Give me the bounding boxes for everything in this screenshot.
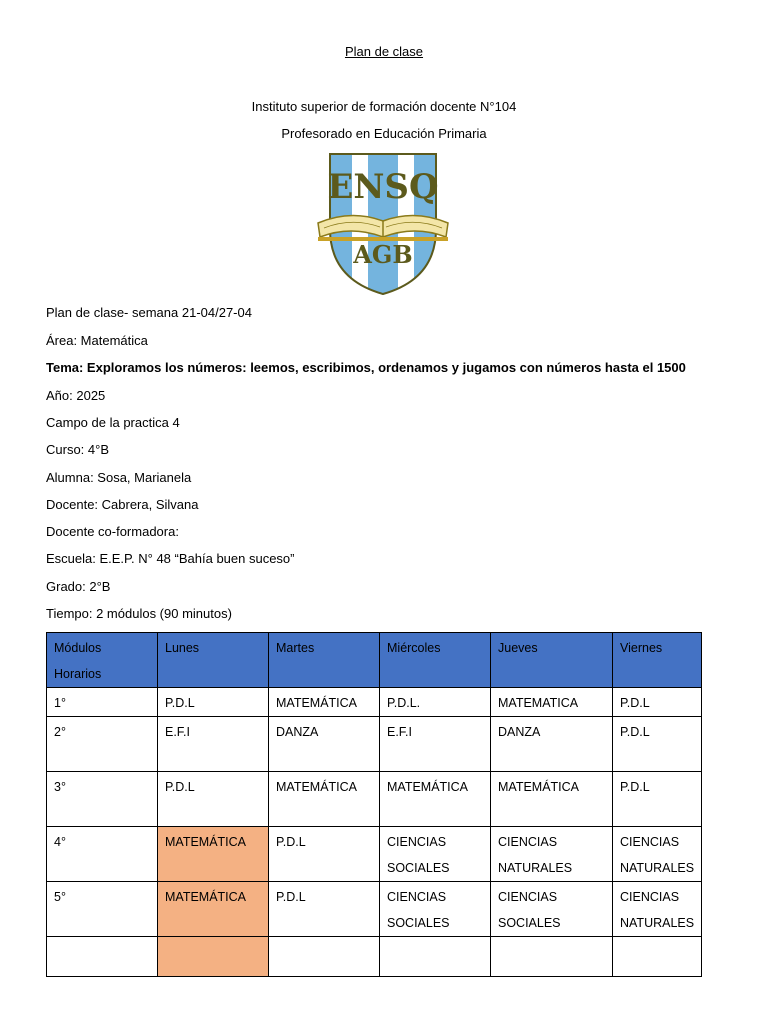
header-cell: Viernes (613, 633, 702, 688)
table-cell: P.D.L (269, 882, 380, 937)
table-cell: P.D.L (613, 717, 702, 772)
table-cell: E.F.I (158, 717, 269, 772)
table-cell-highlighted (158, 937, 269, 977)
table-cell: MATEMÁTICA (491, 772, 613, 827)
schedule-table (46, 632, 702, 977)
grade-label: Grado: 2°B (46, 579, 111, 594)
plan-week: Plan de clase- semana 21-04/27-04 (46, 305, 252, 320)
table-row (47, 827, 702, 882)
table-cell: 1° (47, 688, 158, 717)
table-cell: P.D.L. (380, 688, 491, 717)
header-cell: Martes (269, 633, 380, 688)
table-cell: P.D.L (158, 772, 269, 827)
table-cell (491, 937, 613, 977)
table-cell: CIENCIAS SOCIALES (491, 882, 613, 937)
table-cell: CIENCIAS SOCIALES (380, 827, 491, 882)
area-label: Área: Matemática (46, 333, 148, 348)
student-label: Alumna: Sosa, Marianela (46, 470, 192, 485)
table-cell: P.D.L (158, 688, 269, 717)
table-cell: DANZA (269, 717, 380, 772)
table-cell-highlighted: MATEMÁTICA (158, 827, 269, 882)
table-cell (47, 937, 158, 977)
table-cell: 5° (47, 882, 158, 937)
document-title: Plan de clase (344, 44, 424, 59)
header-cell: Módulos Horarios (47, 633, 158, 688)
table-cell (269, 937, 380, 977)
table-cell: CIENCIAS NATURALES (613, 882, 702, 937)
year-label: Año: 2025 (46, 388, 106, 403)
table-row (47, 882, 702, 937)
table-cell: MATEMÁTICA (269, 772, 380, 827)
topic-label: Tema: Exploramos los números: leemos, escribimos, ordenamos y jugamos con números hasta el 1500 (46, 360, 686, 375)
time-label: Tiempo: 2 módulos (90 minutos) (46, 606, 232, 621)
table-row (47, 717, 702, 772)
table-cell: P.D.L (613, 772, 702, 827)
school-shield-logo-icon (316, 151, 450, 297)
table-cell: MATEMÁTICA (269, 688, 380, 717)
table-cell: P.D.L (269, 827, 380, 882)
table-cell (380, 937, 491, 977)
program-name: Profesorado en Educación Primaria (281, 126, 487, 141)
table-cell: E.F.I (380, 717, 491, 772)
table-cell: MATEMÁTICA (380, 772, 491, 827)
table-cell: 4° (47, 827, 158, 882)
header-cell: Jueves (491, 633, 613, 688)
course-label: Curso: 4°B (46, 442, 110, 457)
table-cell (613, 937, 702, 977)
table-cell: CIENCIAS NATURALES (491, 827, 613, 882)
table-header-row (47, 633, 702, 688)
institute-name: Instituto superior de formación docente N°104 (251, 99, 517, 114)
school-label: Escuela: E.E.P. N° 48 “Bahía buen suceso” (46, 551, 295, 566)
header-cell: Lunes (158, 633, 269, 688)
table-cell: 2° (47, 717, 158, 772)
header-cell: Miércoles (380, 633, 491, 688)
table-row (47, 937, 702, 977)
practice-field-label: Campo de la practica 4 (46, 415, 180, 430)
logo-bottom-text: AGB (353, 240, 413, 269)
teacher-label: Docente: Cabrera, Silvana (46, 497, 199, 512)
table-cell: CIENCIAS SOCIALES (380, 882, 491, 937)
co-trainer-label: Docente co-formadora: (46, 524, 179, 539)
table-cell-highlighted: MATEMÁTICA (158, 882, 269, 937)
table-cell: P.D.L (613, 688, 702, 717)
table-row (47, 772, 702, 827)
logo-top-text: ENSQ (327, 167, 439, 207)
table-cell: DANZA (491, 717, 613, 772)
table-cell: MATEMATICA (491, 688, 613, 717)
table-cell: CIENCIAS NATURALES (613, 827, 702, 882)
table-row (47, 688, 702, 717)
table-cell: 3° (47, 772, 158, 827)
